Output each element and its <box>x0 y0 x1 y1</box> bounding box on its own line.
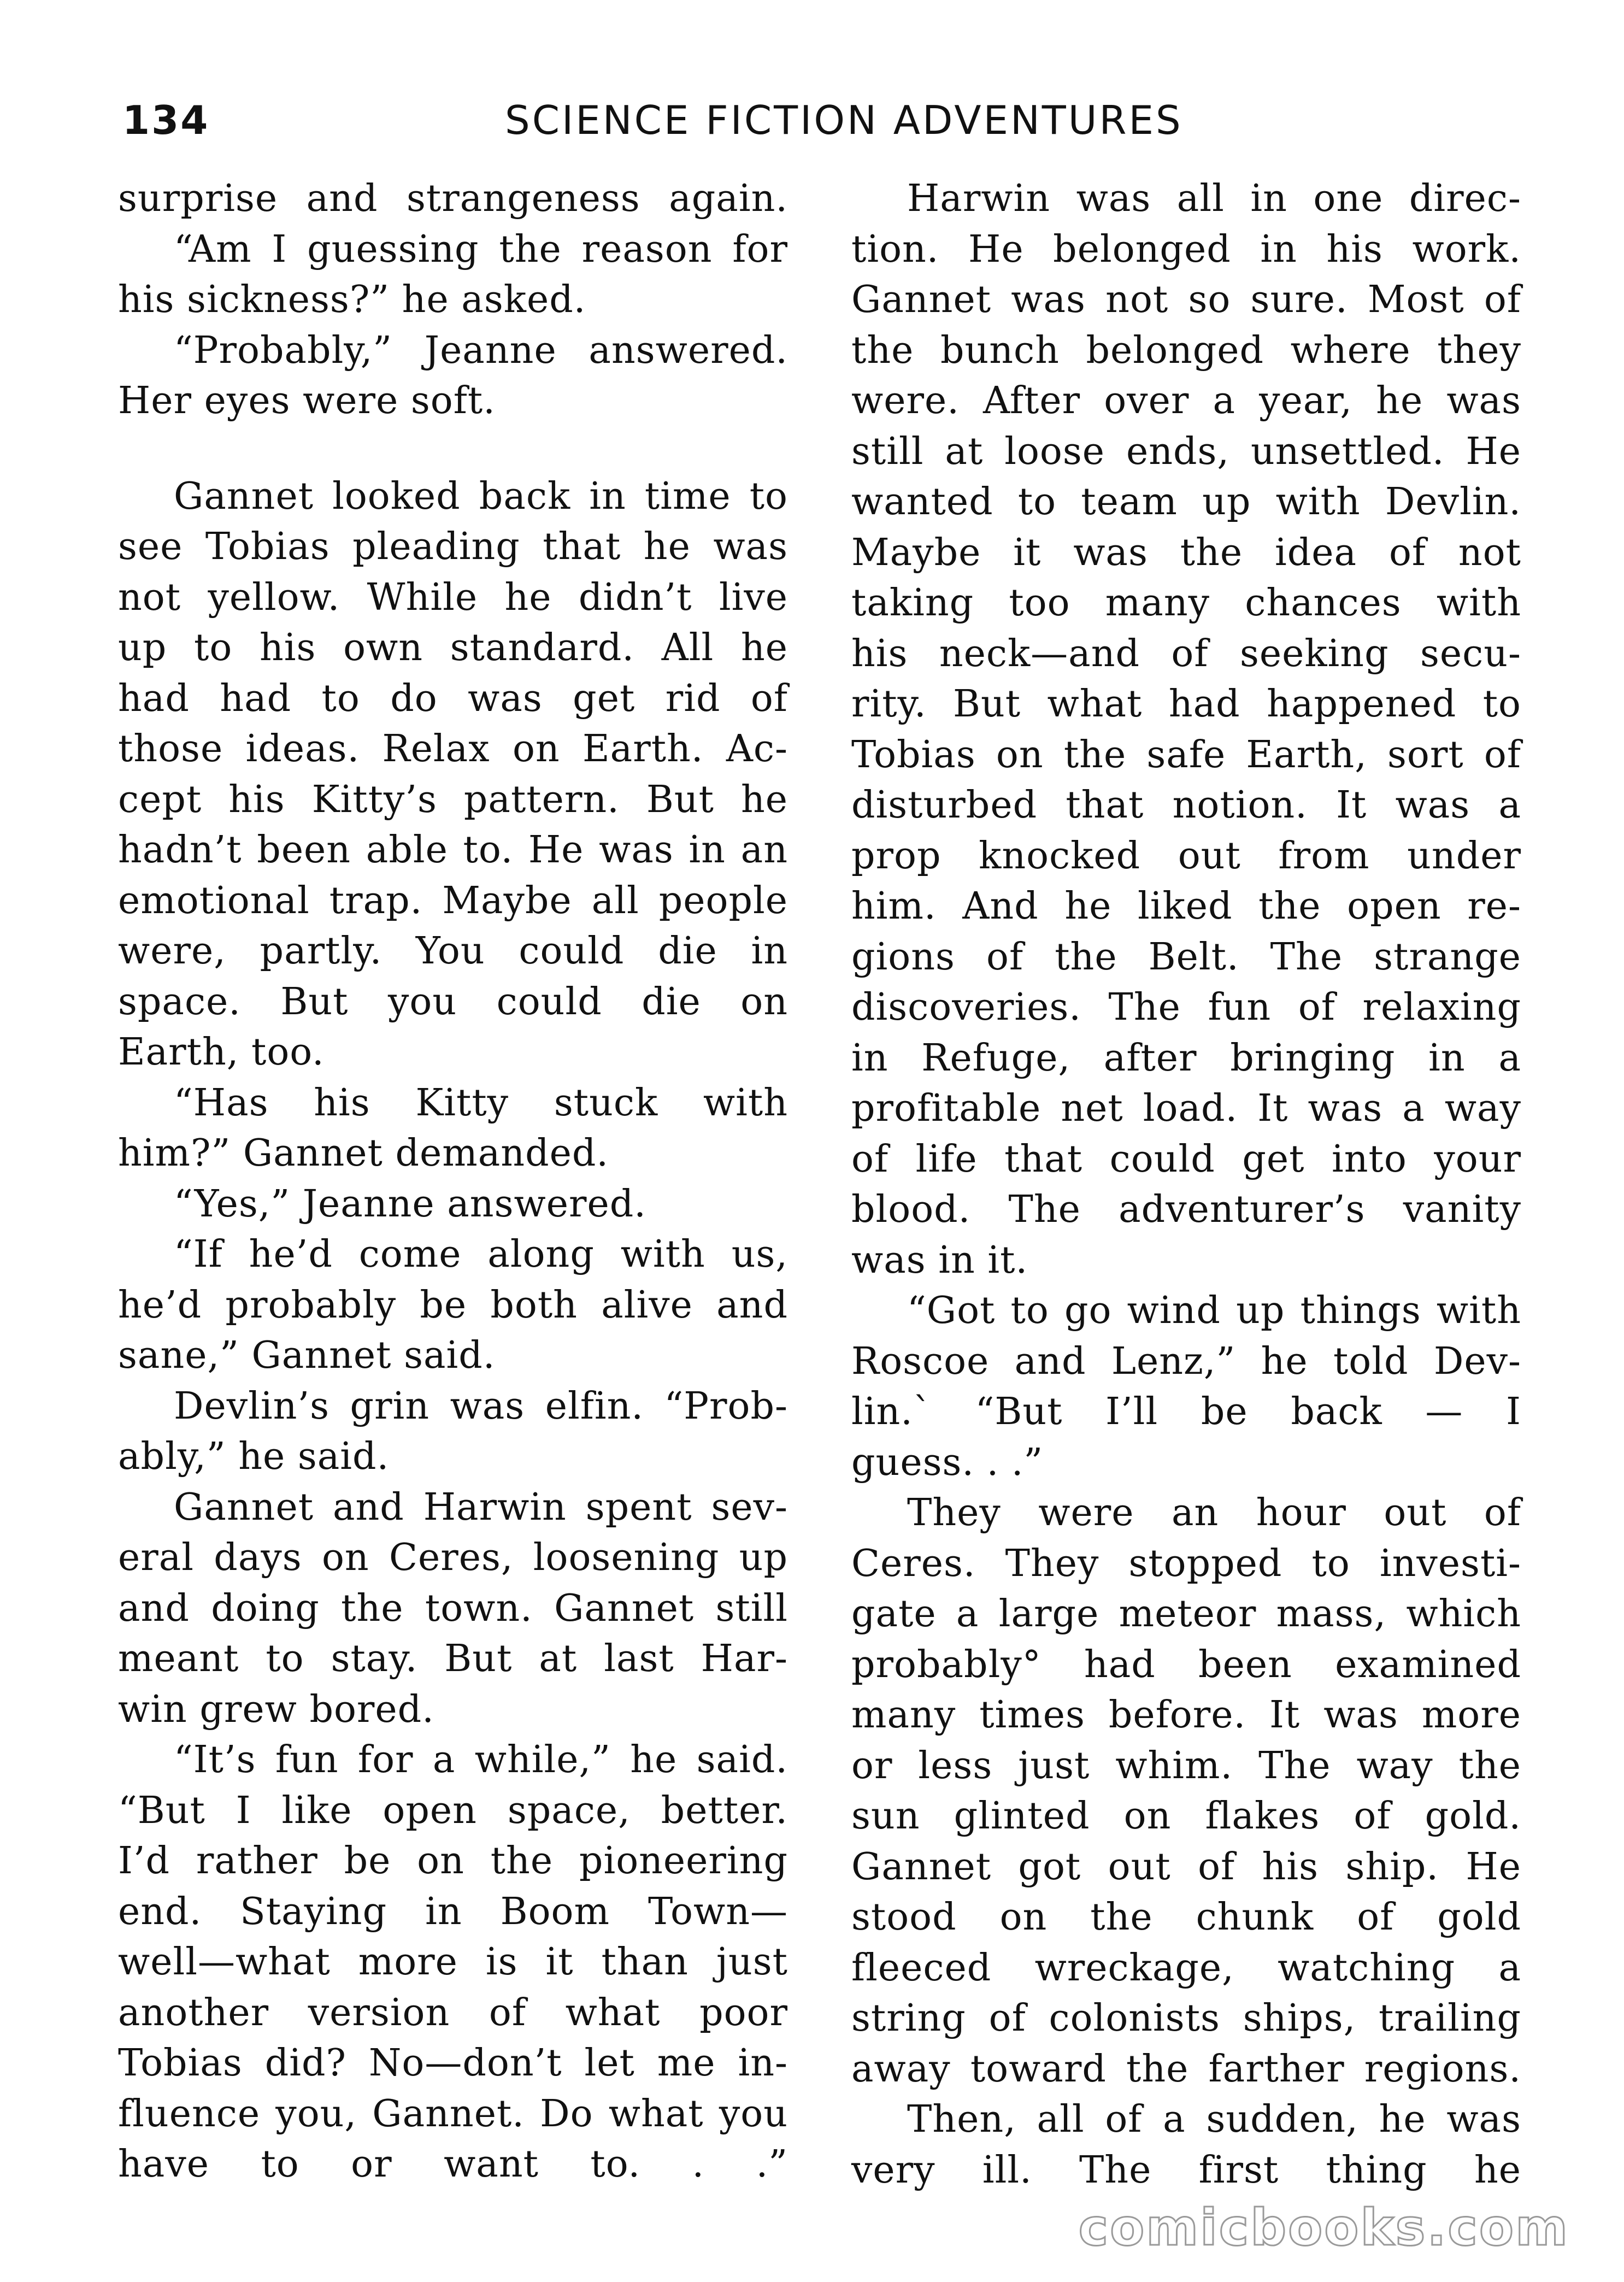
text-line: “Probably,” Jeanne answered. <box>174 328 788 372</box>
text-line: away toward the farther regions. <box>851 2047 1521 2091</box>
text-line: “Am I guessing the reason for <box>174 227 788 271</box>
page-header <box>122 97 1508 157</box>
text-line: surprise and strangeness again. <box>118 177 788 220</box>
text-line: “Has his Kitty stuck with <box>174 1081 788 1125</box>
text-line: prop knocked out from under <box>851 834 1521 878</box>
text-line: discoveries. The fun of relaxing <box>851 986 1521 1029</box>
text-line: ably,” he said. <box>118 1435 390 1478</box>
right-text-column <box>851 174 1521 2196</box>
text-line: “Yes,” Jeanne answered. <box>174 1182 646 1226</box>
text-line: wanted to team up with Devlin. <box>851 480 1521 524</box>
text-line: win grew bored. <box>118 1687 434 1731</box>
text-line: well—what more is it than just <box>118 1940 788 1984</box>
watermark: comicbooks.com <box>1078 2198 1569 2257</box>
text-line: him?” Gannet demanded. <box>118 1132 609 1175</box>
text-line: lin.` “But I’ll be back — I <box>851 1390 1521 1433</box>
text-line: gate a large meteor mass, which <box>851 1592 1521 1636</box>
text-line: his sickness?” he asked. <box>118 278 586 321</box>
text-line: Tobias did? No—don’t let me in- <box>118 2042 788 2085</box>
text-line: guess. . .” <box>851 1440 1044 1484</box>
text-line: not yellow. While he didn’t live <box>118 575 788 619</box>
text-line: Tobias on the safe Earth, sort of <box>851 733 1521 777</box>
text-line: Gannet was not so sure. Most of <box>851 278 1521 321</box>
text-line: Her eyes were soft. <box>118 379 496 422</box>
text-line: and doing the town. Gannet still <box>118 1586 788 1630</box>
text-line: taking too many chances with <box>851 581 1521 625</box>
text-line: Gannet and Harwin spent sev- <box>174 1485 788 1529</box>
text-line: Gannet looked back in time to <box>174 474 788 518</box>
text-line: Ceres. They stopped to investi- <box>851 1542 1521 1585</box>
text-line: those ideas. Relax on Earth. Ac- <box>118 727 788 771</box>
text-line: “If he’d come along with us, <box>174 1233 788 1276</box>
text-line: of life that could get into your <box>851 1137 1521 1181</box>
text-line: him. And he liked the open re- <box>851 885 1521 928</box>
running-title: SCIENCE FICTION ADVENTURES <box>505 97 1183 143</box>
text-line: profitable net load. It was a way <box>851 1087 1521 1130</box>
text-line: rity. But what had happened to <box>851 683 1521 726</box>
text-line: in Refuge, after bringing in a <box>851 1036 1521 1080</box>
text-line: had had to do was get rid of <box>118 677 788 720</box>
page-number: 134 <box>122 97 210 143</box>
text-line: “But I like open space, better. <box>118 1789 788 1832</box>
text-line: meant to stay. But at last Har- <box>118 1637 788 1680</box>
text-line: probably° had been examined <box>851 1643 1521 1686</box>
text-line: or less just whim. The way the <box>851 1744 1521 1787</box>
left-text-column <box>118 174 788 2190</box>
text-line: emotional trap. Maybe all people <box>118 879 788 922</box>
text-line: I’d rather be on the pioneering <box>118 1839 788 1883</box>
text-line: see Tobias pleading that he was <box>118 525 788 568</box>
text-line: fleeced wreckage, watching a <box>851 1946 1521 1990</box>
text-line: Then, all of a sudden, he was <box>907 2098 1521 2141</box>
text-line: the bunch belonged where they <box>851 328 1521 372</box>
text-line: string of colonists ships, trailing <box>851 1997 1521 2040</box>
text-line: another version of what poor <box>118 1991 788 2034</box>
text-line: “It’s fun for a while,” he said. <box>174 1738 788 1781</box>
text-line: fluence you, Gannet. Do what you <box>118 2092 788 2136</box>
text-line: were. After over a year, he was <box>851 379 1521 422</box>
text-line: his neck—and of seeking secu- <box>851 632 1521 675</box>
text-line: Roscoe and Lenz,” he told Dev- <box>851 1339 1521 1383</box>
text-line: sun glinted on flakes of gold. <box>851 1795 1521 1838</box>
text-line: Maybe it was the idea of not <box>851 531 1521 574</box>
text-line: space. But you could die on <box>118 980 788 1024</box>
text-line: he’d probably be both alive and <box>118 1283 788 1327</box>
text-line: cept his Kitty’s pattern. But he <box>118 778 788 821</box>
text-line: They were an hour out of <box>907 1491 1521 1534</box>
text-line: end. Staying in Boom Town— <box>118 1890 788 1933</box>
text-line: gions of the Belt. The strange <box>851 935 1521 979</box>
text-line: Earth, too. <box>118 1031 325 1074</box>
text-line: Devlin’s grin was elfin. “Prob- <box>174 1384 788 1428</box>
text-line: have to or want to. . .” <box>118 2143 788 2186</box>
text-line: were, partly. You could die in <box>118 930 788 973</box>
text-line: was in it. <box>851 1238 1028 1282</box>
text-line: sane,” Gannet said. <box>118 1334 496 1377</box>
text-line: Gannet got out of his ship. He <box>851 1845 1521 1889</box>
text-line: up to his own standard. All he <box>118 626 788 669</box>
text-line: hadn’t been able to. He was in an <box>118 828 788 872</box>
text-line: Harwin was all in one direc- <box>907 177 1521 220</box>
text-line: eral days on Ceres, loosening up <box>118 1536 788 1579</box>
text-line: stood on the chunk of gold <box>851 1896 1521 1939</box>
text-line: very ill. The first thing he <box>851 2148 1521 2192</box>
text-line: disturbed that notion. It was a <box>851 784 1521 827</box>
text-line: “Got to go wind up things with <box>907 1289 1521 1332</box>
text-line: still at loose ends, unsettled. He <box>851 430 1521 473</box>
text-line: many times before. It was more <box>851 1693 1521 1737</box>
text-line: blood. The adventurer’s vanity <box>851 1188 1521 1231</box>
text-line: tion. He belonged in his work. <box>851 227 1521 271</box>
